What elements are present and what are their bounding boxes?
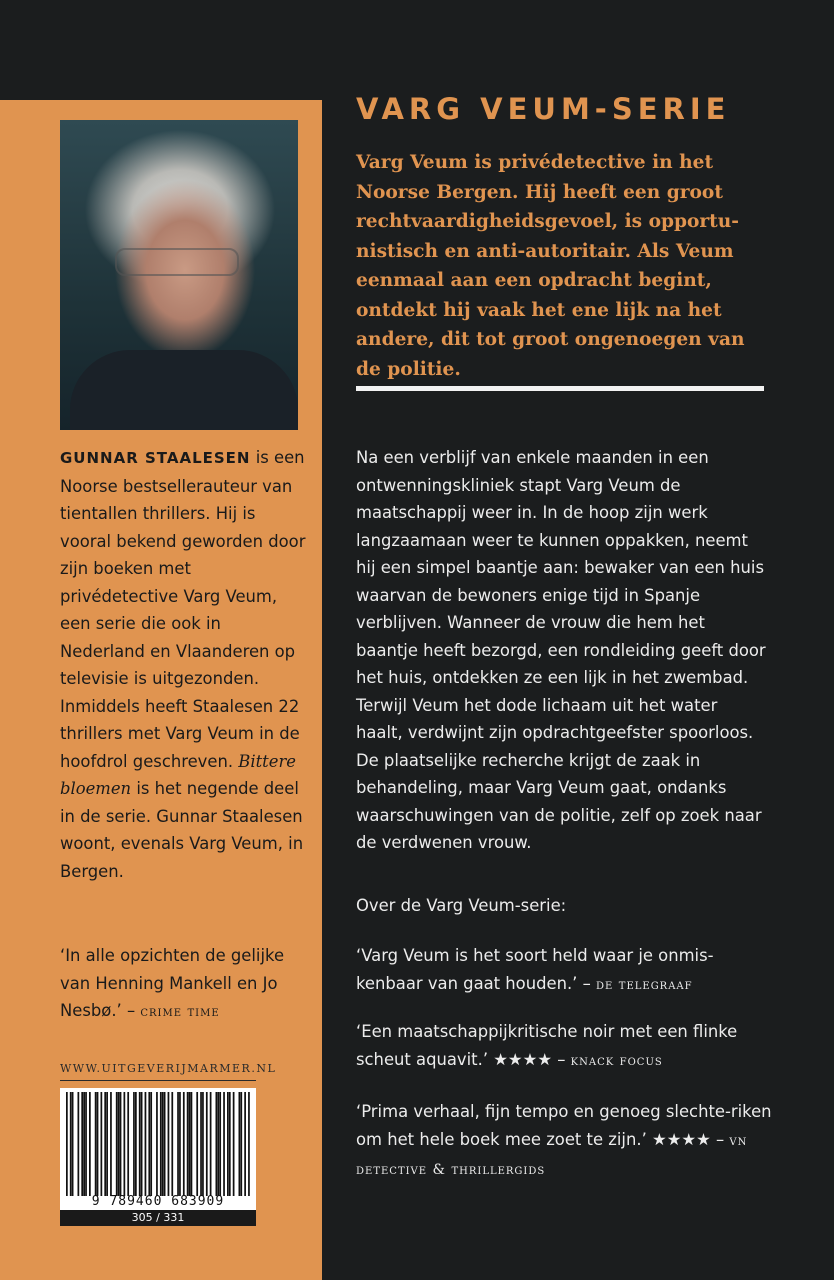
barcode-bar	[104, 1092, 106, 1196]
reviews-intro: Over de Varg Veum-serie:	[356, 896, 567, 915]
barcode-bar	[187, 1092, 189, 1196]
barcode-bar	[95, 1092, 97, 1196]
review-3-source: vn detective & thrillergids	[356, 1132, 748, 1178]
barcode-digits: 9 789460 683909	[91, 1194, 225, 1209]
barcode-bar	[141, 1092, 143, 1196]
barcode-bar	[83, 1092, 85, 1196]
series-title: VARG VEUM-SERIE	[356, 92, 731, 126]
barcode-bar	[133, 1092, 135, 1196]
barcode-bar	[120, 1092, 122, 1196]
barcode-bars	[66, 1092, 250, 1196]
barcode-bar	[168, 1092, 170, 1196]
barcode-bar	[229, 1092, 231, 1196]
review-2-text: ‘Een maatschappijkritische noir met een flinke scheut aquavit.’ ★★★★ –	[356, 1022, 738, 1069]
barcode-bar	[124, 1092, 126, 1196]
barcode-bar	[202, 1092, 204, 1196]
barcode-bar	[239, 1092, 241, 1196]
barcode-bar	[191, 1092, 193, 1196]
barcode-bar	[196, 1092, 198, 1196]
barcode-bar	[66, 1092, 68, 1196]
left-quote-source: crime time	[140, 1004, 220, 1020]
series-blurb: Varg Veum is privédetective in het Noorse Bergen. Hij heeft een groot rechtvaardigheidsgevoel, is opportu-nistisch en anti-autoritair. Als Veum eenmaal aan een opdracht begint, ontdekt hij vaak het ene lijk na het andere, dit tot groot ongenoegen van de politie.	[356, 152, 745, 380]
barcode-bar	[81, 1092, 83, 1196]
barcode-bar	[233, 1092, 235, 1196]
barcode-bar	[89, 1092, 91, 1196]
barcode-bar	[106, 1092, 108, 1196]
review-3-text: ‘Prima verhaal, fijn tempo en genoeg slechte-riken om het hele boek mee zoet te zijn.’ ★★★★ –	[356, 1102, 772, 1149]
barcode-bar	[139, 1092, 141, 1196]
divider-rule	[356, 386, 764, 391]
barcode-code: 305 / 331	[60, 1210, 256, 1226]
barcode-bar	[216, 1092, 218, 1196]
review-1	[356, 942, 776, 999]
barcode-bar	[164, 1092, 166, 1196]
barcode-bar	[244, 1092, 246, 1196]
barcode-bar	[160, 1092, 162, 1196]
barcode-bar	[179, 1092, 181, 1196]
barcode-bar	[240, 1092, 242, 1196]
barcode-bar	[97, 1092, 99, 1196]
barcode-bar	[118, 1092, 120, 1196]
barcode-bar	[135, 1092, 137, 1196]
bio-text-2: is het negende deel in de serie. Gunnar Staalesen woont, evenals Varg Veum, in Bergen.	[60, 779, 304, 881]
barcode-bar	[110, 1092, 112, 1196]
url-divider	[60, 1080, 256, 1081]
barcode-bar	[150, 1092, 152, 1196]
jacket-shape	[70, 350, 298, 430]
barcode-bar	[183, 1092, 185, 1196]
story-synopsis: Na een verblijf van enkele maanden in een ontwenningskliniek stapt Varg Veum de maatschappij weer in. In de hoop zijn werk langzaamaan weer te kunnen oppakken, neemt hij een simpel baantje aan: bewaker van een huis waarvan de bewoners enige tijd in Spanje verblijven. Wanneer de vrouw die hem het baantje heeft bezorgd, een rondleiding geeft door het huis, ontdekken ze een lijk in het zwembad. Terwijl Veum het dode lichaam uit het water haalt, verdwijnt zijn opdrachtgeefster spoorloos. De plaatselijke recherche krijgt de zaak in behandeling, maar Varg Veum gaat, ondanks waarschuwingen van de politie, zelf op zoek naar de verdwenen vrouw.	[356, 448, 766, 852]
author-name: GUNNAR STAALESEN	[60, 449, 251, 467]
barcode-bar	[200, 1092, 202, 1196]
barcode-bar	[145, 1092, 147, 1196]
review-1-source: de telegraaf	[596, 976, 693, 993]
review-2	[356, 1018, 776, 1075]
review-3	[356, 1098, 776, 1185]
barcode-bar	[189, 1092, 191, 1196]
book-title: Bittere bloemen	[60, 751, 296, 798]
left-quote-text: ‘In alle opzichten de gelijke van Henning Mankell en Jo Nesbø.’ –	[60, 946, 285, 1020]
barcode-bar	[72, 1092, 74, 1196]
barcode-bar	[177, 1092, 179, 1196]
publisher-url: WWW.UITGEVERIJMARMER.NL	[60, 1062, 277, 1075]
barcode-bar	[227, 1092, 229, 1196]
barcode-bar	[148, 1092, 150, 1196]
barcode-bar	[171, 1092, 173, 1196]
barcode-bar	[70, 1092, 72, 1196]
barcode-bar	[116, 1092, 118, 1196]
barcode-bar	[217, 1092, 219, 1196]
left-review-quote	[60, 942, 310, 1027]
author-bio	[60, 444, 310, 885]
barcode-bar	[223, 1092, 225, 1196]
barcode-bar	[210, 1092, 212, 1196]
barcode-bar	[156, 1092, 158, 1196]
barcode-bar	[127, 1092, 129, 1196]
author-photo	[60, 120, 298, 430]
barcode	[60, 1088, 256, 1224]
bio-text-1: is een Noorse bestsellerauteur van tientallen thrillers. Hij is vooral bekend geworden door zijn boeken met privédetective Varg Veum, een serie die ook in Nederland en Vlaanderen op televisie is uitgezonden. Inmiddels heeft Staalesen 22 thrillers met Varg Veum in de hoofdrol geschreven.	[60, 448, 306, 771]
review-2-source: knack focus	[570, 1052, 663, 1069]
review-1-text: ‘Varg Veum is het soort held waar je onmis-kenbaar van gaat houden.’ –	[356, 946, 714, 993]
barcode-bar	[219, 1092, 221, 1196]
barcode-bar	[78, 1092, 80, 1196]
barcode-bar	[85, 1092, 87, 1196]
barcode-bar	[101, 1092, 103, 1196]
glasses-shape	[115, 248, 239, 276]
barcode-bar	[162, 1092, 164, 1196]
barcode-bar	[248, 1092, 250, 1196]
barcode-bar	[206, 1092, 208, 1196]
